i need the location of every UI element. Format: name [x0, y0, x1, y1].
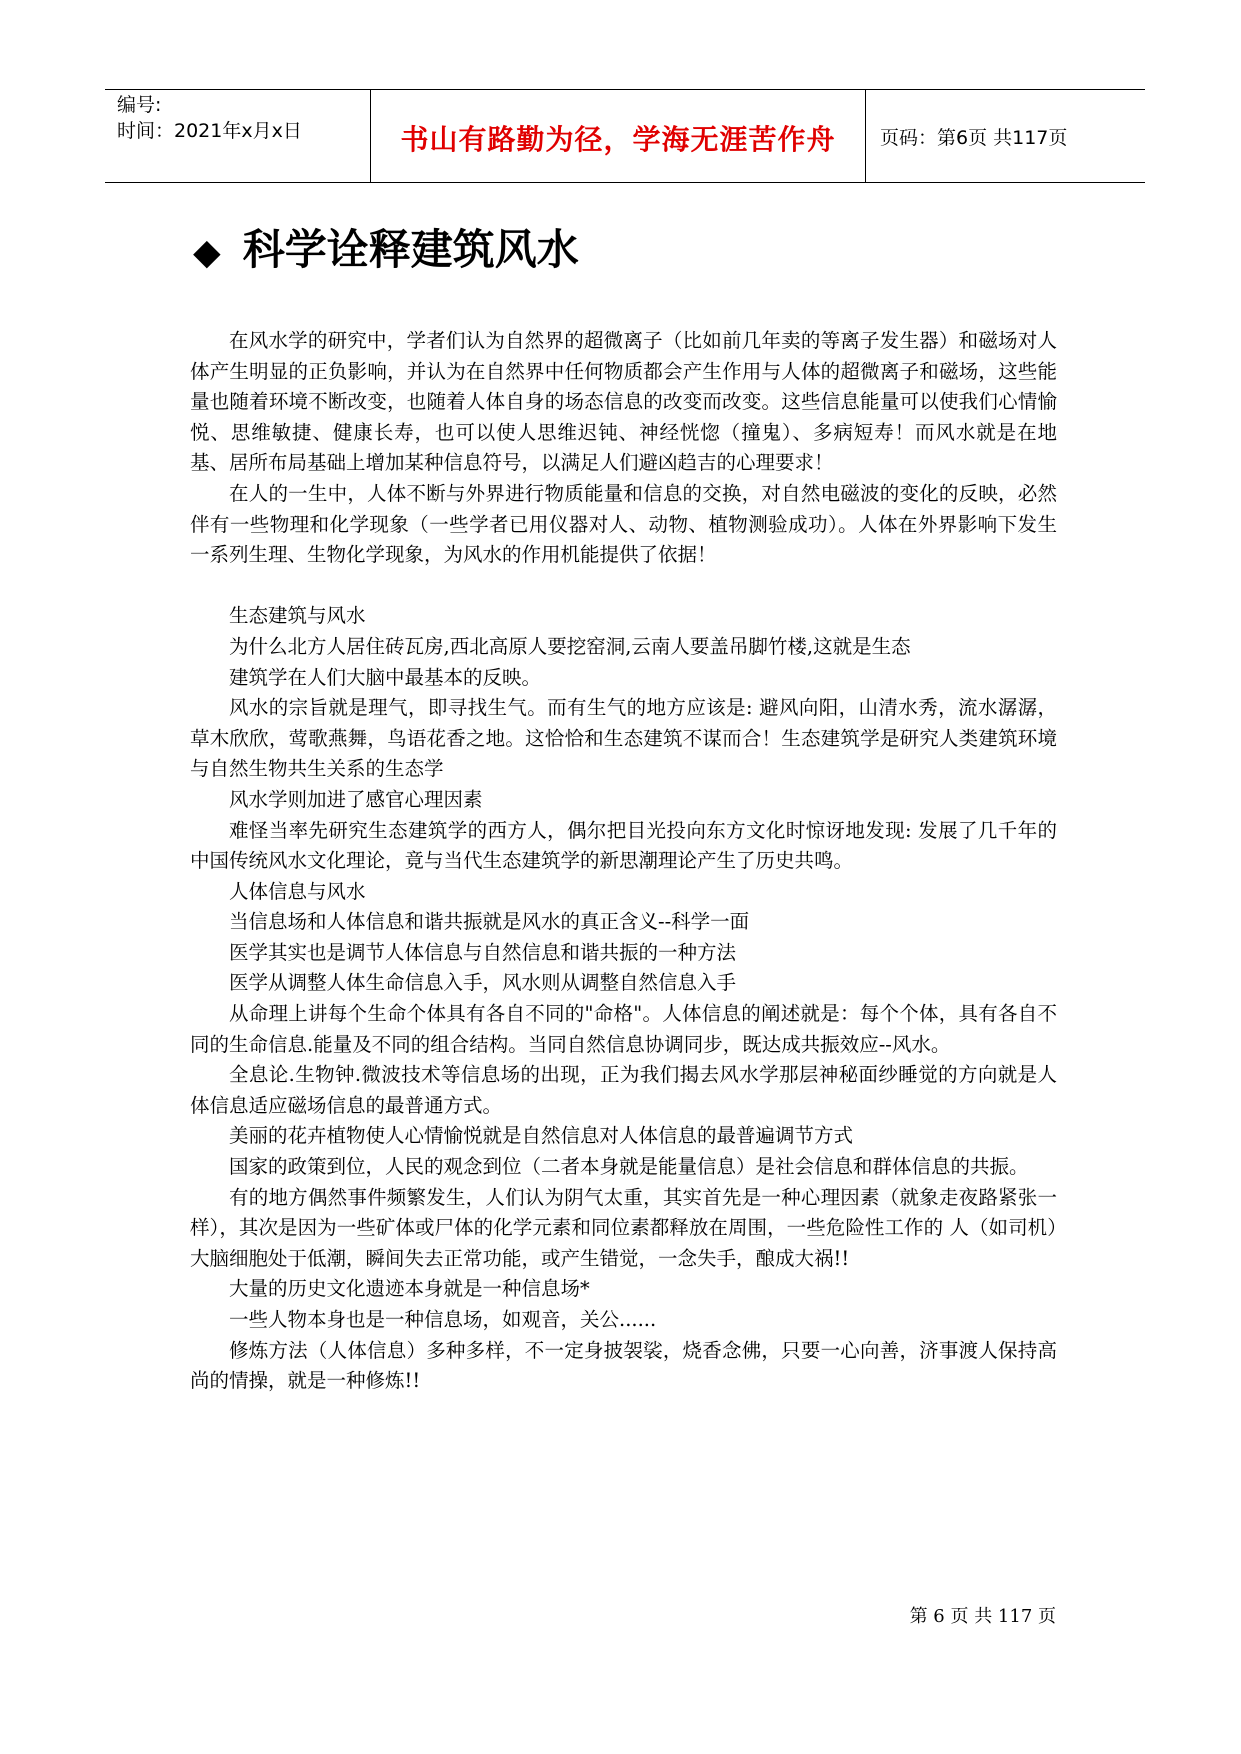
paragraph: 有的地方偶然事件频繁发生，人们认为阴气太重，其实首先是一种心理因素（就象走夜路紧张一样），其次是因为一些矿体或尸体的化学元素和同位素都释放在周围，一些危险性工作的 人（如司机）大脑细胞处于低潮，瞬间失去正常功能，或产生错觉，一念失手，酿成大祸!!	[190, 1185, 1057, 1270]
paragraph: 从命理上讲每个生命个体具有各自不同的"命格"。人体信息的阐述就是：每个个体，具有各自不同的生命信息.能量及不同的组合结构。当同自然信息协调同步，既达成共振效应--风水。	[190, 1002, 1057, 1056]
page-footer: 第 6 页 共 117 页	[909, 1606, 1056, 1627]
blank-line	[190, 571, 1057, 602]
paragraph: 美丽的花卉植物使人心情愉悦就是自然信息对人体信息的最普遍调节方式	[229, 1124, 854, 1148]
paragraph: 全息论.生物钟.微波技术等信息场的出现，正为我们揭去风水学那层神秘面纱睡觉的方向就是人体信息适应磁场信息的最普通方式。	[190, 1063, 1057, 1117]
section-heading: 人体信息与风水	[229, 879, 366, 903]
document-number-label: 编号:	[117, 94, 162, 116]
article-body	[190, 326, 1057, 1397]
section-heading: 生态建筑与风水	[229, 604, 366, 628]
paragraph: 医学其实也是调节人体信息与自然信息和谐共振的一种方法	[229, 940, 737, 964]
paragraph: 修炼方法（人体信息）多种多样，不一定身披袈裟，烧香念佛，只要一心向善，济事渡人保持高尚的情操，就是一种修炼!!	[190, 1338, 1057, 1393]
paragraph: 风水的宗旨就是理气，即寻找生气。而有生气的地方应该是: 避风向阳，山清水秀，流水潺潺，草木欣欣，莺歌燕舞，鸟语花香之地。这恰恰和生态建筑不谋而合！生态建筑学是研究人类建筑环境与自然生物共生关系的生态学	[190, 696, 1057, 781]
paragraph: 建筑学在人们大脑中最基本的反映。	[229, 665, 542, 689]
paragraph: 大量的历史文化遗迹本身就是一种信息场*	[229, 1277, 590, 1301]
header-meta	[105, 90, 370, 182]
page-title-text: 科学诠释建筑风水	[242, 225, 579, 274]
header-page-cell	[866, 90, 1145, 182]
header-page-label: 页码：第6页 共117页	[880, 127, 1068, 149]
paragraph: 国家的政策到位，人民的观念到位（二者本身就是能量信息）是社会信息和群体信息的共振。	[229, 1155, 1029, 1179]
paragraph: 在人的一生中，人体不断与外界进行物质能量和信息的交换，对自然电磁波的变化的反映，必然伴有一些物理和化学现象（一些学者已用仪器对人、动物、植物测验成功）。人体在外界影响下发生一系列生理、生物化学现象，为风水的作用机能提供了依据！	[190, 481, 1057, 567]
paragraph: 在风水学的研究中，学者们认为自然界的超微离子（比如前几年卖的等离子发生器）和磁场对人体产生明显的正负影响，并认为在自然界中任何物质都会产生作用与人体的超微离子和磁场，这些能量也随着环境不断改变，也随着人体自身的场态信息的改变而改变。这些信息能量可以使我们心情愉悦、思维敏捷、健康长寿，也可以使人思维迟钝、神经恍惚（撞鬼）、多病短寿！而风水就是在地基、居所布局基础上增加某种信息符号，以满足人们避凶趋吉的心理要求！	[190, 329, 1057, 475]
paragraph: 医学从调整人体生命信息入手，风水则从调整自然信息入手	[229, 971, 737, 995]
paragraph: 风水学则加进了感官心理因素	[229, 787, 483, 811]
header-motto: 书山有路勤为径，学海无涯苦作舟	[400, 123, 836, 156]
paragraph: 一些人物本身也是一种信息场，如观音，关公......	[229, 1308, 657, 1331]
paragraph: 当信息场和人体信息和谐共振就是风水的真正含义--科学一面	[229, 910, 750, 934]
paragraph: 难怪当率先研究生态建筑学的西方人，偶尔把目光投向东方文化时惊讶地发现: 发展了几千年的中国传统风水文化理论，竟与当代生态建筑学的新思潮理论产生了历史共鸣。	[190, 818, 1057, 873]
page-header	[105, 89, 1145, 183]
diamond-bullet-icon: ◆	[193, 232, 221, 273]
header-motto-cell	[370, 90, 866, 182]
page-title	[193, 222, 579, 281]
paragraph: 为什么北方人居住砖瓦房,西北高原人要挖窑洞,云南人要盖吊脚竹楼,这就是生态	[229, 634, 911, 658]
document-time-label: 时间：2021年x月x日	[117, 120, 302, 142]
